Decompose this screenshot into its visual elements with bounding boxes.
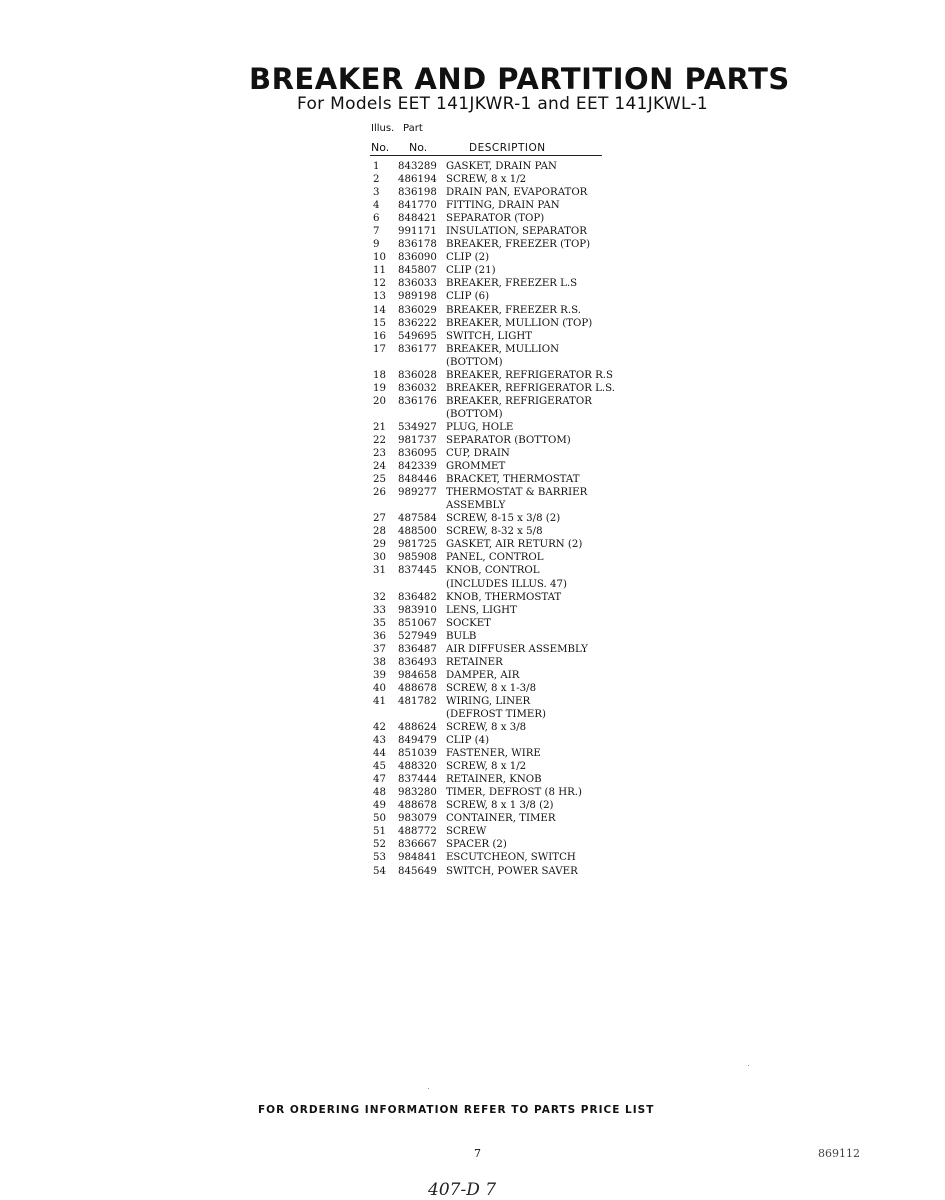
illus-number: 11 — [373, 265, 386, 277]
part-number: 991171 — [398, 226, 437, 238]
part-number: 984841 — [398, 852, 437, 864]
part-description: SOCKET — [446, 617, 491, 629]
column-header-illus-no: No. — [371, 141, 390, 154]
part-description: ESCUTCHEON, SWITCH — [446, 852, 576, 864]
illus-number: 33 — [373, 604, 386, 616]
column-header-part: Part — [403, 123, 423, 134]
illus-number: 3 — [373, 187, 380, 199]
part-description: (BOTTOM) — [446, 408, 503, 420]
part-description: BREAKER, REFRIGERATOR L.S. — [446, 382, 615, 394]
illus-number: 19 — [373, 382, 386, 394]
table-row — [0, 160, 945, 173]
part-description: CONTAINER, TIMER — [446, 813, 556, 825]
part-description: SCREW, 8 x 1-3/8 — [446, 682, 537, 694]
illus-number: 54 — [373, 865, 386, 877]
part-number: 488320 — [398, 761, 437, 773]
table-row — [0, 525, 945, 538]
handwritten-note: 407-D 7 — [428, 1180, 497, 1200]
part-number: 841770 — [398, 200, 437, 212]
table-row — [0, 799, 945, 812]
part-description: DRAIN PAN, EVAPORATOR — [446, 187, 588, 199]
part-number: 845649 — [398, 865, 437, 877]
part-description: KNOB, THERMOSTAT — [446, 591, 562, 603]
part-description: SCREW, 8 x 3/8 — [446, 722, 527, 734]
table-row — [0, 421, 945, 434]
part-number: 984658 — [398, 669, 437, 681]
part-number: 488500 — [398, 526, 437, 538]
part-number: 836198 — [398, 187, 437, 199]
part-description: (INCLUDES ILLUS. 47) — [446, 578, 567, 590]
illus-number: 50 — [373, 813, 386, 825]
part-number: 837445 — [398, 565, 437, 577]
table-row — [0, 643, 945, 656]
part-number: 848446 — [398, 474, 437, 486]
header-divider — [370, 155, 602, 156]
illus-number: 52 — [373, 839, 386, 851]
part-description: SCREW, 8 x 1/2 — [446, 174, 527, 186]
illus-number: 12 — [373, 278, 386, 290]
illus-number: 6 — [373, 213, 380, 225]
part-description: CUP, DRAIN — [446, 448, 510, 460]
illus-number: 21 — [373, 421, 386, 433]
table-row — [0, 578, 945, 591]
table-row — [0, 251, 945, 264]
part-number: 851067 — [398, 617, 437, 629]
part-number: 849479 — [398, 735, 437, 747]
table-row — [0, 551, 945, 564]
table-row — [0, 656, 945, 669]
part-description: SCREW, 8 x 1 3/8 (2) — [446, 800, 554, 812]
part-description: BREAKER, FREEZER L.S — [446, 278, 578, 290]
table-row — [0, 199, 945, 212]
table-row — [0, 708, 945, 721]
table-row — [0, 604, 945, 617]
part-number: 836222 — [398, 317, 437, 329]
table-row — [0, 304, 945, 317]
illus-number: 2 — [373, 174, 380, 186]
part-number: 836176 — [398, 395, 437, 407]
table-row — [0, 382, 945, 395]
table-row — [0, 499, 945, 512]
part-description: WIRING, LINER — [446, 695, 531, 707]
table-row — [0, 330, 945, 343]
part-number: 989277 — [398, 487, 437, 499]
page-number: 7 — [474, 1147, 481, 1160]
table-row — [0, 865, 945, 878]
illus-number: 44 — [373, 748, 386, 760]
illus-number: 38 — [373, 656, 386, 668]
part-number: 985908 — [398, 552, 437, 564]
illus-number: 35 — [373, 617, 386, 629]
illus-number: 13 — [373, 291, 386, 303]
part-number: 836095 — [398, 448, 437, 460]
column-header-part-no: No. — [409, 141, 428, 154]
illus-number: 49 — [373, 800, 386, 812]
scan-speck — [428, 1088, 429, 1089]
part-description: SCREW, 8-15 x 3/8 (2) — [446, 513, 561, 525]
part-description: KNOB, CONTROL — [446, 565, 540, 577]
illus-number: 42 — [373, 722, 386, 734]
part-number: 488772 — [398, 826, 437, 838]
table-row — [0, 734, 945, 747]
part-description: SPACER (2) — [446, 839, 507, 851]
part-number: 981737 — [398, 434, 437, 446]
table-row — [0, 408, 945, 421]
part-description: THERMOSTAT & BARRIER — [446, 487, 588, 499]
illus-number: 22 — [373, 434, 386, 446]
part-number: 534927 — [398, 421, 437, 433]
part-description: BREAKER, REFRIGERATOR — [446, 395, 592, 407]
table-row — [0, 343, 945, 356]
illus-number: 26 — [373, 487, 386, 499]
part-number: 549695 — [398, 330, 437, 342]
scan-speck — [748, 1065, 749, 1066]
part-number: 488678 — [398, 682, 437, 694]
illus-number: 36 — [373, 630, 386, 642]
table-row — [0, 682, 945, 695]
part-number: 527949 — [398, 630, 437, 642]
illus-number: 20 — [373, 395, 386, 407]
part-number: 983280 — [398, 787, 437, 799]
part-number: 845807 — [398, 265, 437, 277]
part-description: BREAKER, MULLION (TOP) — [446, 317, 593, 329]
part-description: CLIP (6) — [446, 291, 490, 303]
illus-number: 14 — [373, 304, 386, 316]
part-number: 983079 — [398, 813, 437, 825]
table-row — [0, 538, 945, 551]
table-row — [0, 786, 945, 799]
illus-number: 15 — [373, 317, 386, 329]
part-description: (BOTTOM) — [446, 356, 503, 368]
illus-number: 25 — [373, 474, 386, 486]
part-number: 488678 — [398, 800, 437, 812]
part-number: 989198 — [398, 291, 437, 303]
table-row — [0, 747, 945, 760]
illus-number: 43 — [373, 735, 386, 747]
column-header-illus: Illus. — [371, 123, 395, 134]
part-description: CLIP (2) — [446, 252, 490, 264]
part-number: 851039 — [398, 748, 437, 760]
document-number: 869112 — [818, 1147, 860, 1160]
table-row — [0, 290, 945, 303]
part-description: LENS, LIGHT — [446, 604, 517, 616]
part-description: RETAINER, KNOB — [446, 774, 542, 786]
illus-number: 1 — [373, 161, 380, 172]
illus-number: 24 — [373, 461, 386, 473]
table-row — [0, 369, 945, 382]
illus-number: 32 — [373, 591, 386, 603]
part-description: GASKET, AIR RETURN (2) — [446, 539, 583, 551]
table-row — [0, 812, 945, 825]
illus-number: 18 — [373, 369, 386, 381]
illus-number: 27 — [373, 513, 386, 525]
illus-number: 40 — [373, 682, 386, 694]
part-description: DAMPER, AIR — [446, 669, 520, 681]
part-description: SWITCH, POWER SAVER — [446, 865, 578, 877]
table-row — [0, 591, 945, 604]
part-number: 836029 — [398, 304, 437, 316]
table-row — [0, 669, 945, 682]
table-row — [0, 838, 945, 851]
part-number: 481782 — [398, 695, 437, 707]
table-row — [0, 212, 945, 225]
table-row — [0, 434, 945, 447]
page-title: BREAKER AND PARTITION PARTS — [249, 62, 790, 96]
table-row — [0, 395, 945, 408]
part-number: 836493 — [398, 656, 437, 668]
table-row — [0, 447, 945, 460]
table-row — [0, 630, 945, 643]
table-row — [0, 460, 945, 473]
part-description: SEPARATOR (TOP) — [446, 213, 545, 225]
part-number: 837444 — [398, 774, 437, 786]
part-description: RETAINER — [446, 656, 503, 668]
ordering-info-footer: FOR ORDERING INFORMATION REFER TO PARTS PRICE LIST — [258, 1104, 655, 1116]
part-number: 836667 — [398, 839, 437, 851]
table-row — [0, 773, 945, 786]
part-number: 836033 — [398, 278, 437, 290]
parts-list — [0, 160, 945, 878]
part-description: AIR DIFFUSER ASSEMBLY — [446, 643, 588, 655]
part-number: 843289 — [398, 161, 437, 172]
part-number: 981725 — [398, 539, 437, 551]
part-number: 488624 — [398, 722, 437, 734]
illus-number: 17 — [373, 343, 386, 355]
part-description: BREAKER, MULLION — [446, 343, 559, 355]
part-description: BREAKER, FREEZER R.S. — [446, 304, 581, 316]
illus-number: 30 — [373, 552, 386, 564]
illus-number: 7 — [373, 226, 380, 238]
part-number: 836482 — [398, 591, 437, 603]
table-row — [0, 825, 945, 838]
illus-number: 53 — [373, 852, 386, 864]
illus-number: 4 — [373, 200, 380, 212]
part-description: GASKET, DRAIN PAN — [446, 161, 557, 172]
column-header-description: DESCRIPTION — [469, 142, 546, 154]
part-description: SWITCH, LIGHT — [446, 330, 533, 342]
part-number: 836487 — [398, 643, 437, 655]
table-row — [0, 356, 945, 369]
part-number: 836090 — [398, 252, 437, 264]
part-description: PLUG, HOLE — [446, 421, 514, 433]
illus-number: 28 — [373, 526, 386, 538]
illus-number: 45 — [373, 761, 386, 773]
part-description: SEPARATOR (BOTTOM) — [446, 434, 571, 446]
part-number: 836178 — [398, 239, 437, 251]
illus-number: 29 — [373, 539, 386, 551]
table-row — [0, 721, 945, 734]
part-description: BRACKET, THERMOSTAT — [446, 474, 580, 486]
table-row — [0, 264, 945, 277]
table-row — [0, 851, 945, 864]
illus-number: 23 — [373, 448, 386, 460]
part-description: BREAKER, REFRIGERATOR R.S — [446, 369, 614, 381]
part-description: CLIP (21) — [446, 265, 496, 277]
illus-number: 48 — [373, 787, 386, 799]
table-row — [0, 225, 945, 238]
part-description: BULB — [446, 630, 477, 642]
table-row — [0, 473, 945, 486]
part-description: TIMER, DEFROST (8 HR.) — [446, 787, 583, 799]
illus-number: 39 — [373, 669, 386, 681]
part-description: GROMMET — [446, 461, 506, 473]
page-subtitle: For Models EET 141JKWR-1 and EET 141JKWL-1 — [297, 94, 709, 114]
part-number: 486194 — [398, 174, 437, 186]
illus-number: 9 — [373, 239, 380, 251]
table-row — [0, 277, 945, 290]
table-row — [0, 564, 945, 577]
part-description: PANEL, CONTROL — [446, 552, 544, 564]
table-row — [0, 512, 945, 525]
table-row — [0, 173, 945, 186]
part-description: BREAKER, FREEZER (TOP) — [446, 239, 591, 251]
part-description: INSULATION, SEPARATOR — [446, 226, 587, 238]
part-description: (DEFROST TIMER) — [446, 708, 547, 720]
table-row — [0, 617, 945, 630]
table-row — [0, 186, 945, 199]
part-description: SCREW, 8 x 1/2 — [446, 761, 527, 773]
illus-number: 51 — [373, 826, 386, 838]
table-row — [0, 760, 945, 773]
part-description: SCREW — [446, 826, 487, 838]
part-number: 487584 — [398, 513, 437, 525]
part-description: SCREW, 8-32 x 5/8 — [446, 526, 543, 538]
table-row — [0, 238, 945, 251]
illus-number: 10 — [373, 252, 386, 264]
illus-number: 16 — [373, 330, 386, 342]
table-row — [0, 317, 945, 330]
part-description: FASTENER, WIRE — [446, 748, 541, 760]
part-number: 842339 — [398, 461, 437, 473]
illus-number: 31 — [373, 565, 386, 577]
part-description: FITTING, DRAIN PAN — [446, 200, 560, 212]
illus-number: 41 — [373, 695, 386, 707]
part-number: 836032 — [398, 382, 437, 394]
illus-number: 47 — [373, 774, 386, 786]
part-number: 983910 — [398, 604, 437, 616]
part-description: ASSEMBLY — [446, 500, 506, 512]
part-number: 836177 — [398, 343, 437, 355]
table-row — [0, 486, 945, 499]
table-row — [0, 695, 945, 708]
part-description: CLIP (4) — [446, 735, 490, 747]
illus-number: 37 — [373, 643, 386, 655]
part-number: 836028 — [398, 369, 437, 381]
part-number: 848421 — [398, 213, 437, 225]
